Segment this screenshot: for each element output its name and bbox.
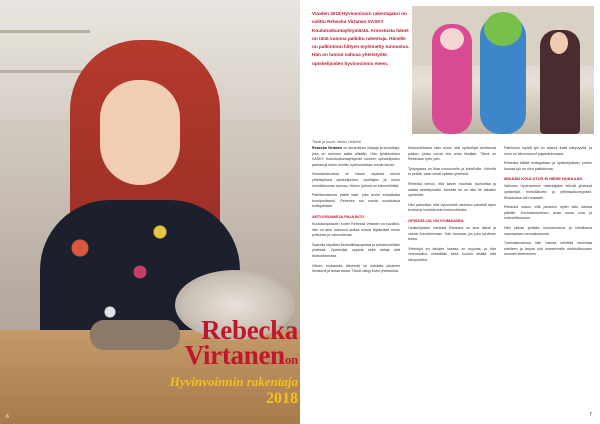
title-year: 2018 bbox=[266, 390, 298, 407]
paragraph: Rebecka kertoo, että saven muotoilu rauhoittaa ja auttaa keskittymään. Monelle se on ollut tie takaisin opintoihin. bbox=[408, 181, 496, 198]
paragraph: Huomionarvoista on hänen tapansa toimia yhteistyössä opiskelijoiden, opettajien ja muun henkilökunnan kanssa. Hänen työnsä on esimerkillistä. bbox=[312, 172, 400, 188]
article-column-1 bbox=[312, 146, 400, 279]
paragraph: Rebecka uskoo, että jokainen opittu taito kantaa pitkälle. Kouluttautuminen avaa uusia ovia ja mahdollisuuksia. bbox=[504, 205, 592, 221]
paragraph: Keskusteluissa esiin nousi, että opiskelijat tarvitsevat paikan, jossa voivat olla omia itsejään. Tämä on Rebeckan työn ydin. bbox=[408, 146, 496, 162]
title-subtitle: Hyvinvoinnin rakentaja bbox=[169, 374, 298, 389]
portrait-face bbox=[100, 80, 180, 185]
article-column-2 bbox=[408, 146, 496, 268]
article-column-3 bbox=[504, 146, 592, 262]
paragraph: Kuukausipalaute: Kuten Rebecka Virtanen on kuvaillut, hän on aina halunnut auttaa nuoria löytämään oman polkunsa ja vahvuutensa. bbox=[312, 221, 400, 238]
shelf-line bbox=[0, 70, 90, 73]
paragraph: Yhteistyö eri tahojen kanssa on sujuvaa, ja hän verkostoituu mielellään sekä koulun sisällä että ulkopuolella. bbox=[408, 246, 496, 262]
subheading: ARTOGRAMEJA PALKINTO bbox=[312, 213, 365, 219]
paragraph: Rebecka Virtanen on keramiikan ohjaaja ja kouluttaja, joka on toiminut alalla pitkään. Hän työskentelee SASKY Koulutuskuntayhtymän nuorten opiskelijoiden parissa ja tukee heidän hyvinvointiaan monin tavoin. bbox=[312, 146, 400, 167]
paragraph: Rebecka kiittää kollegoitaan ja opiskelijoitaan, joiden kanssa työ on ollut palkitsevaa. bbox=[504, 161, 592, 171]
right-page-article bbox=[300, 0, 600, 424]
title-first-name: Rebecka bbox=[201, 315, 298, 345]
title-last-name: Virtanenon bbox=[184, 340, 298, 370]
paragraph: Palkinnon myötä työ on saanut lisää näkyvyyttä, ja moni on kiinnostunut pajatoiminnasta. bbox=[504, 146, 592, 156]
paragraph: Saarella käydään keramiikkapajoissa ja työskennellään yhdessä. Opiskelijat oppivat sekä taitoja että itseluottamusta. bbox=[312, 242, 400, 258]
article-intro: Vuoden 2018 Hyvinvoinnin rakentajaksi on valittu Rebecka Virtanen SASKY Koulutuskuntayhtymästä. Arvostusta hänet on tänä vuonna palkittu rakentaja. Hänelle on palkintoon liittyen myönnetty tunnustus. Hän on luonut vahvaa yhteistyötä opiskelijoiden hyvinvoinnin eteen. bbox=[312, 11, 410, 66]
subheading: OPISKELIJA ON VOIMAVARA bbox=[408, 217, 464, 223]
paragraph: Opiskelijoiden mielestä Rebecka on aina läsnä ja valmis kuuntelemaan. Hän huomaa, jos joku tarvitsee tukea. bbox=[408, 225, 496, 242]
paragraph: Valinnan Hyvinvoinnin rakentajaksi tekivät yhdessä opiskelijat, henkilökunta ja yhteistyökumppanit. Ehdotuksia tuli runsaasti. bbox=[504, 184, 592, 200]
article-title bbox=[108, 315, 298, 408]
paragraph: Palkitsemisesta päätti raati, joka arvioi ehdokkaita monipuolisesti. Rebecka sai useita suosituksia kollegoiltaan. bbox=[312, 193, 400, 209]
article-photo bbox=[412, 6, 594, 134]
paragraph: Tulevaisuudessa hän haluaa kehittää toimintaa edelleen ja tarjota yhä useammalle mahdollisuuden luovaan tekemiseen. bbox=[504, 241, 592, 257]
blue-mascot-head bbox=[484, 12, 522, 46]
page-number-left: 6 bbox=[6, 414, 9, 420]
photo-woman-face bbox=[550, 32, 568, 54]
shelf-line bbox=[0, 30, 90, 33]
pink-mascot-face bbox=[440, 28, 464, 50]
paragraph: Hän jatkaa työtään innostuneena ja kiitollisena saamastaan tunnustuksesta. bbox=[504, 225, 592, 236]
paragraph: Työpajassa on tilaa luovuudelle ja kokeiluille. Virheitä ei pelätä, vaan niistä opitaan yhdessä. bbox=[408, 166, 496, 177]
paragraph: Hän painottaa, että hyvinvointi rakentuu pienistä arjen teoista ja luotettavista ihmissuhteista. bbox=[408, 202, 496, 213]
paragraph: Hänen mukaansa tärkeintä on kohdata jokainen ihmisenä ja antaa aikaa. Tämä näkyy koko yhteisössä. bbox=[312, 263, 400, 274]
subheading: MIKÄÄN KOULUTUS EI MENE HUKKAAN bbox=[504, 176, 583, 182]
page-number-right: 7 bbox=[589, 412, 592, 418]
photo-credit: Teksti ja kuvat: Jarkko Heikkilä bbox=[312, 140, 361, 144]
